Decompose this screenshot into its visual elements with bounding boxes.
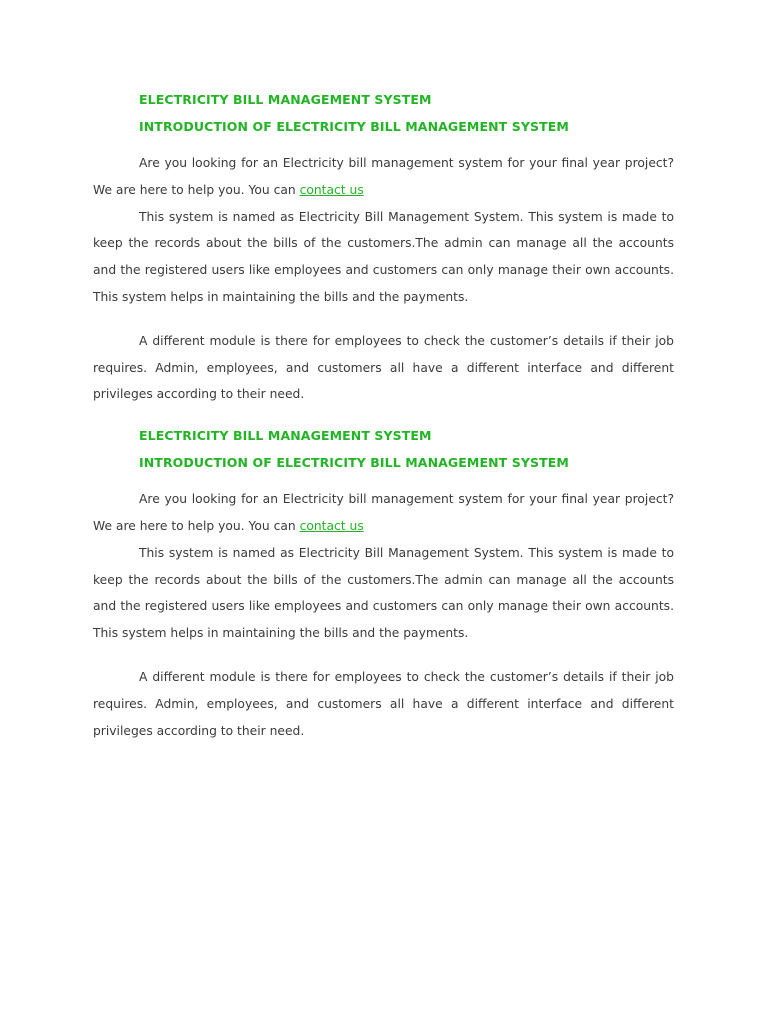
intro-paragraph [93, 150, 674, 204]
document-section-1 [93, 86, 674, 408]
section-subtitle: INTRODUCTION OF ELECTRICITY BILL MANAGEMENT SYSTEM [139, 455, 569, 471]
contact-us-link[interactable]: contact us [299, 182, 364, 197]
module-paragraph: A different module is there for employees to check the customer’s details if their job requires. Admin, employees, and customers all have a different interface and different privileges according to their need. [93, 333, 674, 402]
module-paragraph: A different module is there for employees to check the customer’s details if their job requires. Admin, employees, and customers all have a different interface and different privileges according to their need. [93, 669, 674, 738]
contact-us-link[interactable]: contact us [299, 518, 364, 533]
document-section-2 [93, 422, 674, 744]
section-subtitle: INTRODUCTION OF ELECTRICITY BILL MANAGEMENT SYSTEM [139, 119, 569, 134]
section-title: ELECTRICITY BILL MANAGEMENT SYSTEM [139, 92, 432, 107]
section-title: ELECTRICITY BILL MANAGEMENT SYSTEM [139, 428, 432, 444]
description-paragraph: This system is named as Electricity Bill Management System. This system is made to keep the records about the bills of the customers.The admin can manage all the accounts and the registered users like employees and customers can only manage their own accounts. This system helps in maintaining the bills and the payments. [93, 545, 674, 641]
intro-paragraph [93, 486, 674, 540]
document-page [93, 86, 674, 758]
intro-text: Are you looking for an Electricity bill management system for your final year project? We are here to help you. You can [93, 156, 674, 197]
intro-text: Are you looking for an Electricity bill management system for your final year project? We are here to help you. You can [93, 492, 674, 533]
description-paragraph: This system is named as Electricity Bill Management System. This system is made to keep the records about the bills of the customers.The admin can manage all the accounts and the registered users like employees and customers can only manage their own accounts. This system helps in maintaining the bills and the payments. [93, 209, 674, 304]
